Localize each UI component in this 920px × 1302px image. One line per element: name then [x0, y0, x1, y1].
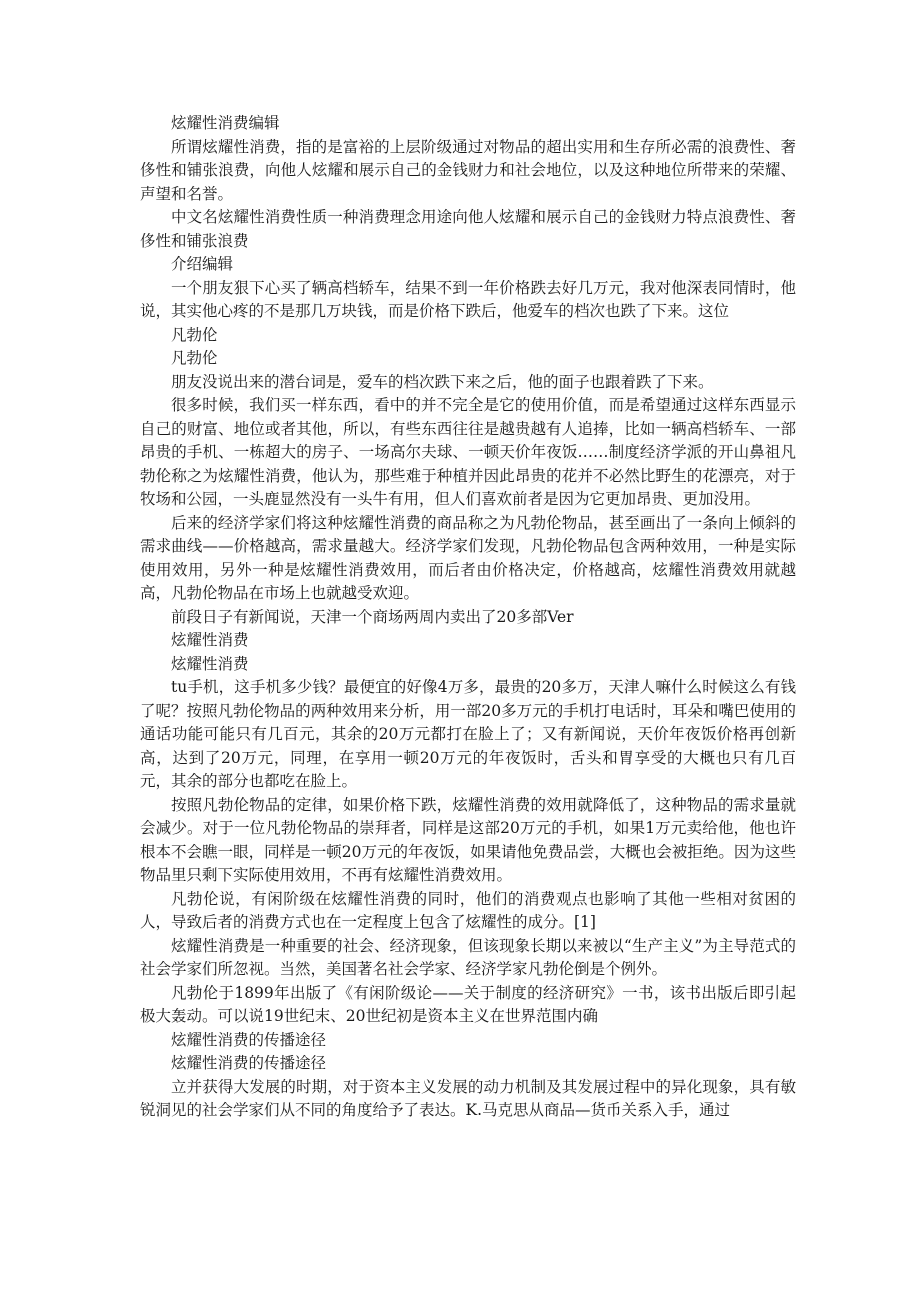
- paragraph: 中文名炫耀性消费性质一种消费理念用途向他人炫耀和展示自己的金钱财力特点浪费性、奢侈性和铺张浪费: [140, 208, 796, 250]
- paragraph: 立并获得大发展的时期，对于资本主义发展的动力机制及其发展过程中的异化现象，具有敏锐洞见的社会学家们从不同的角度给予了表达。K.马克思从商品—货币关系入手，通过: [140, 1077, 796, 1119]
- section-heading: 介绍编辑: [171, 255, 234, 273]
- paragraph: 很多时候，我们买一样东西，看中的并不完全是它的使用价值，而是希望通过这样东西显示自己的财富、地位或者其他，所以，有些东西往往是越贵越有人追捧，比如一辆高档轿车、一部昂贵的手机、一栋超大的房子、一场高尔夫球、一顿天价年夜饭……制度经济学派的开山鼻祖凡勃伦称之为炫耀性消费，他认为，那些难于种植并因此昂贵的花并不必然比野生的花漂亮，对于牧场和公园，一头鹿显然没有一头牛有用，但人们喜欢前者是因为它更加昂贵、更加没用。: [140, 396, 796, 508]
- paragraph: 前段日子有新闻说，天津一个商场两周内卖出了20多部Ver: [171, 607, 574, 626]
- paragraph: 按照凡勃伦物品的定律，如果价格下跌，炫耀性消费的效用就降低了，这种物品的需求量就会减少。对于一位凡勃伦物品的崇拜者，同样是这部20万元的手机，如果1万元卖给他，他也许根本不会瞧一眼，同样是一顿20万元的年夜饭，如果请他免费品尝，大概也会被拒绝。因为这些物品里只剩下实际使用效用，不再有炫耀性消费效用。: [140, 795, 796, 884]
- paragraph: 后来的经济学家们将这种炫耀性消费的商品称之为凡勃伦物品，甚至画出了一条向上倾斜的需求曲线——价格越高，需求量越大。经济学家们发现，凡勃伦物品包含两种效用，一种是实际使用效用，另外一种是炫耀性消费效用，而后者由价格决定，价格越高，炫耀性消费效用就越高，凡勃伦物品在市场上也就越受欢迎。: [140, 513, 796, 602]
- paragraph: 所谓炫耀性消费，指的是富裕的上层阶级通过对物品的超出实用和生存所必需的浪费性、奢侈性和铺张浪费，向他人炫耀和展示自己的金钱财力和社会地位，以及这种地位所带来的荣耀、声望和名誉。: [140, 137, 796, 203]
- paragraph: 凡勃伦于1899年出版了《有闲阶级论——关于制度的经济研究》一书，该书出版后即引起极大轰动。可以说19世纪末、20世纪初是资本主义在世界范围内确: [140, 983, 796, 1025]
- image-caption: 炫耀性消费: [171, 631, 249, 649]
- paragraph: 凡勃伦说，有闲阶级在炫耀性消费的同时，他们的消费观点也影响了其他一些相对贫困的人，导致后者的消费方式也在一定程度上包含了炫耀性的成分。[1]: [140, 889, 796, 931]
- image-caption: 炫耀性消费的传播途径: [171, 1054, 327, 1072]
- paragraph: tu手机，这手机多少钱？最便宜的好像4万多，最贵的20多万，天津人嘛什么时候这么有钱了呢？按照凡勃伦物品的两种效用来分析，用一部20多万元的手机打电话时，耳朵和嘴巴使用的通话功能可能只有几百元，其余的20万元都打在脸上了；又有新闻说，天价年夜饭价格再创新高，达到了20万元，同理，在享用一顿20万元的年夜饭时，舌头和胃享受的大概也只有几百元，其余的部分也都吃在脸上。: [140, 678, 796, 790]
- image-caption: 炫耀性消费的传播途径: [171, 1030, 327, 1049]
- document-body: [140, 112, 796, 1123]
- paragraph: 朋友没说出来的潜台词是，爱车的档次跌下来之后，他的面子也跟着跌了下来。: [171, 372, 714, 391]
- paragraph: 一个朋友狠下心买了辆高档轿车，结果不到一年价格跌去好几万元，我对他深表同情时，他说，其实他心疼的不是那几万块钱，而是价格下跌后，他爱车的档次也跌了下来。这位: [140, 278, 796, 320]
- section-heading: 炫耀性消费编辑: [171, 114, 280, 132]
- image-caption: 凡勃伦: [171, 349, 218, 367]
- paragraph: 炫耀性消费是一种重要的社会、经济现象，但该现象长期以来被以“生产主义”为主导范式的社会学家们所忽视。当然，美国著名社会学家、经济学家凡勃伦倒是个例外。: [140, 936, 796, 978]
- image-caption: 炫耀性消费: [171, 654, 249, 673]
- image-caption: 凡勃伦: [171, 325, 218, 344]
